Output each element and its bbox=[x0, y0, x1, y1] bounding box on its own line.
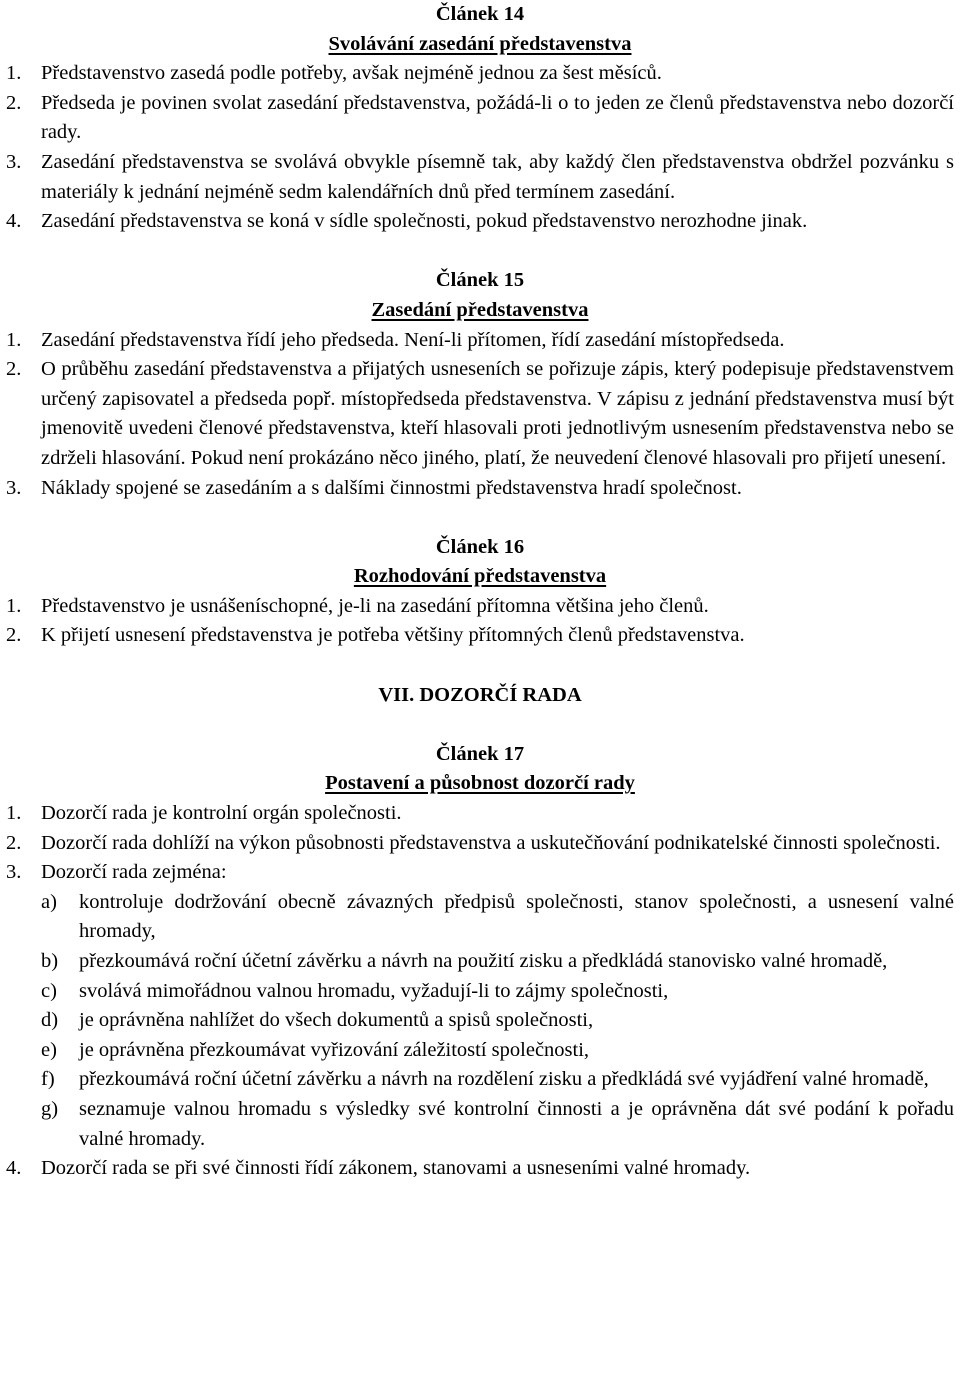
article-15-heading: Článek 15 bbox=[435, 269, 525, 292]
list-item: 2. Dozorčí rada dohlíží na výkon působnosti představenstva a uskutečňování podnikatelské činnosti společnosti. bbox=[6, 831, 941, 854]
sub-item: c) svolává mimořádnou valnou hromadu, vyžadují-li to zájmy společnosti, bbox=[41, 979, 669, 1002]
list-item: 1. Představenstvo zasedá podle potřeby, avšak nejméně jednou za šest měsíců. bbox=[6, 62, 662, 85]
list-item: 3. Zasedání představenstva se svolává obvykle písemně tak, aby každý člen představenstva obdržel pozvánku s materiály k jednání nejméně sedm kalendářních dnů před termínem zasedání. bbox=[6, 150, 954, 203]
section-title: VII. DOZORČÍ RADA bbox=[378, 683, 582, 706]
list-item: 1. Zasedání představenstva řídí jeho předseda. Není-li přítomen, řídí zasedání místopředseda. bbox=[6, 328, 785, 351]
article-15-title: Zasedání představenstva bbox=[371, 298, 589, 321]
article-14-title: Svolávání zasedání představenstva bbox=[328, 32, 632, 55]
list-item: 4. Dozorčí rada se při své činnosti řídí zákonem, stanovami a usneseními valné hromady. bbox=[6, 1157, 751, 1180]
list-item: 2. O průběhu zasedání představenstva a přijatých usneseních se pořizuje zápis, který podepisuje představenstvem určený zapisovatel a předseda popř. místopředseda představenstva. V zápisu z jednání představenstva musí být jmenovitě uvedeni členové představenstva, kteří hlasovali proti jednotlivým usnesením představenstva nebo se zdrželi hlasování. Pokud není prokázáno něco jiného, platí, že neuvedení členové hlasovali pro přijetí unesení. bbox=[6, 358, 954, 469]
sub-item: e) je oprávněna přezkoumávat vyřizování záležitostí společnosti, bbox=[41, 1038, 590, 1061]
list-item: 4. Zasedání představenstva se koná v sídle společnosti, pokud představenstvo nerozhodne jinak. bbox=[6, 210, 808, 233]
sub-item: d) je oprávněna nahlížet do všech dokumentů a spisů společnosti, bbox=[41, 1009, 594, 1032]
sub-item: a) kontroluje dodržování obecně závazných předpisů společnosti, stanov společnosti, a usnesení valné hromady, bbox=[41, 890, 954, 943]
sub-item: f) přezkoumává roční účetní závěrku a návrh na rozdělení zisku a předkládá své vyjádření valné hromadě, bbox=[41, 1068, 929, 1091]
list-item: 3. Náklady spojené se zasedáním a s dalšími činnostmi představenstva hradí společnost. bbox=[6, 476, 742, 499]
article-17-heading: Článek 17 bbox=[435, 742, 525, 765]
article-17-title: Postavení a působnost dozorčí rady bbox=[325, 772, 635, 795]
article-14-heading: Článek 14 bbox=[435, 3, 525, 25]
list-item: 2. Předseda je povinen svolat zasedání představenstva, požádá-li o to jeden ze členů představenstva nebo dozorčí rady. bbox=[6, 91, 954, 144]
list-item: 3. Dozorčí rada zejména: bbox=[6, 861, 227, 884]
list-item: 1. Představenstvo je usnášeníschopné, je-li na zasedání přítomna většina jeho členů. bbox=[6, 594, 709, 617]
sub-item: b) přezkoumává roční účetní závěrku a návrh na použití zisku a předkládá stanovisko valné hromadě, bbox=[41, 950, 888, 972]
list-item: 2. K přijetí usnesení představenstva je potřeba většiny přítomných členů představenstva. bbox=[6, 624, 745, 647]
article-16-title: Rozhodování představenstva bbox=[353, 565, 607, 588]
sub-item: g) seznamuje valnou hromadu s výsledky své kontrolní činnosti a je oprávněna dát své podání k pořadu valné hromady. bbox=[41, 1097, 954, 1150]
article-16-heading: Článek 16 bbox=[435, 535, 525, 558]
list-item: 1. Dozorčí rada je kontrolní orgán společnosti. bbox=[6, 802, 402, 825]
